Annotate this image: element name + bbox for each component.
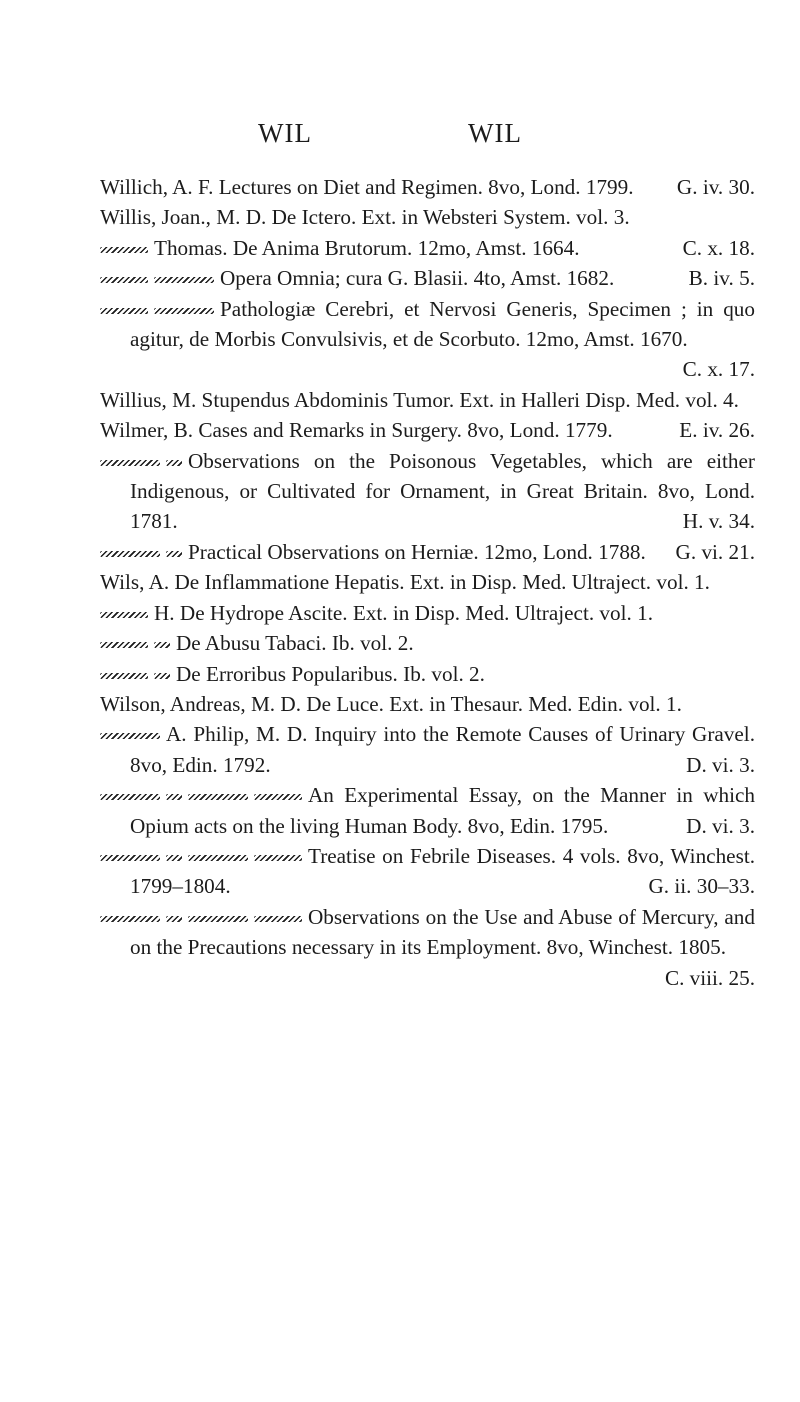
catalogue-entry [100,902,755,993]
catalogue-entry [100,446,755,537]
ditto-dash-mark [188,855,248,861]
entry-text: Pathologiæ Cerebri, et Nervosi Generis, Specimen ; in quo agitur, de Morbis Convulsivis, et de Scorbuto. 12mo, Amst. 1670. [130,296,755,352]
ditto-dash-mark [154,673,170,679]
ditto-dash-mark [188,794,248,800]
shelf-location: G. ii. 30–33. [648,874,755,899]
catalogue-entry [100,841,755,902]
catalogue-entries [100,172,755,993]
entry-text: A. Philip, M. D. Inquiry into the Remote Causes of Urinary Gravel. 8vo, Edin. 1792. [130,722,755,777]
shelf-location: G. iv. 30. [676,175,755,199]
entry-text: An Experimental Essay, on the Manner in which Opium acts on the living Human Body. 8vo, Edin. 1795. [130,783,755,838]
entry-text: Wilmer, B. Cases and Remarks in Surgery. 8vo, Lond. 1779. [100,418,613,443]
header-right: WIL [468,118,522,148]
catalogue-entry [100,719,755,780]
ditto-dash-mark [166,916,182,922]
entry-text: Practical Observations on Herniæ. 12mo, Lond. 1788. [188,539,646,564]
ditto-dash-mark [166,551,182,557]
catalogue-entry [100,233,755,263]
ditto-dash-mark [254,794,302,800]
ditto-dash-mark [100,460,160,466]
entry-text: Observations on the Use and Abuse of Mercury, and on the Precautions necessary in its Employment. 8vo, Winchest. 1805. [130,904,755,960]
entry-text: Wilson, Andreas, M. D. De Luce. Ext. in Thesaur. Med. Edin. vol. 1. [100,691,682,716]
shelf-location: G. vi. 21. [675,539,755,564]
ditto-dash-mark [254,916,302,922]
ditto-dash-mark [166,460,182,466]
catalogue-entry [100,415,755,445]
entry-text: Observations on the Poisonous Vegetables, which are either Indigenous, or Cultivated for Ornament, in Great Britain. 8vo, Lond. 1781. [130,448,755,534]
ditto-dash-mark [100,916,160,922]
entry-text: De Abusu Tabaci. Ib. vol. 2. [176,631,414,656]
shelf-location: C. viii. 25. [664,965,755,990]
ditto-dash-mark [100,642,148,648]
entry-text: Opera Omnia; cura G. Blasii. 4to, Amst. 1682. [220,266,615,291]
ditto-dash-mark [154,308,214,314]
entry-text: H. De Hydrope Ascite. Ext. in Disp. Med. Ultraject. vol. 1. [154,600,653,625]
ditto-dash-mark [100,733,160,739]
shelf-location: C. x. 18. [682,235,755,260]
entry-text: Wils, A. De Inflammatione Hepatis. Ext. in Disp. Med. Ultraject. vol. 1. [100,570,710,595]
catalogue-entry [100,628,755,658]
ditto-dash-mark [100,673,148,679]
catalogue-entry [100,689,755,719]
entry-text: Willich, A. F. Lectures on Diet and Regimen. 8vo, Lond. 1799. [100,175,634,199]
shelf-location: D. vi. 3. [686,752,755,777]
entry-text: Thomas. De Anima Brutorum. 12mo, Amst. 1664. [154,235,580,260]
ditto-dash-mark [100,247,148,253]
shelf-location: E. iv. 26. [679,418,755,443]
ditto-dash-mark [154,277,214,283]
ditto-dash-mark [254,855,302,861]
ditto-dash-mark [100,855,160,861]
ditto-dash-mark [154,642,170,648]
shelf-location: B. iv. 5. [688,266,755,291]
ditto-dash-mark [100,794,160,800]
ditto-dash-mark [100,612,148,618]
catalogue-entry [100,567,755,597]
catalogue-entry [100,537,755,567]
header-left: WIL [258,118,312,148]
ditto-dash-mark [166,855,182,861]
entry-text: Willis, Joan., M. D. De Ictero. Ext. in Websteri System. vol. 3. [100,205,630,230]
entry-text: Treatise on Febrile Diseases. 4 vols. 8vo, Winchest. 1799–1804. [130,843,755,899]
catalogue-entry [100,294,755,385]
shelf-location: H. v. 34. [682,509,755,534]
catalogue-entry [100,263,755,293]
shelf-location: D. vi. 3. [686,813,755,838]
catalogue-entry [100,780,755,841]
entry-text: Willius, M. Stupendus Abdominis Tumor. Ext. in Halleri Disp. Med. vol. 4. [100,387,739,412]
ditto-dash-mark [100,551,160,557]
running-header [0,118,800,158]
catalogue-entry [100,598,755,628]
shelf-location: C. x. 17. [682,357,755,382]
ditto-dash-mark [188,916,248,922]
catalogue-entry [100,202,755,232]
ditto-dash-mark [100,277,148,283]
ditto-dash-mark [166,794,182,800]
catalogue-entry [100,172,755,202]
ditto-dash-mark [100,308,148,314]
entry-text: De Erroribus Popularibus. Ib. vol. 2. [176,661,485,686]
catalogue-entry [100,385,755,415]
catalogue-entry [100,659,755,689]
